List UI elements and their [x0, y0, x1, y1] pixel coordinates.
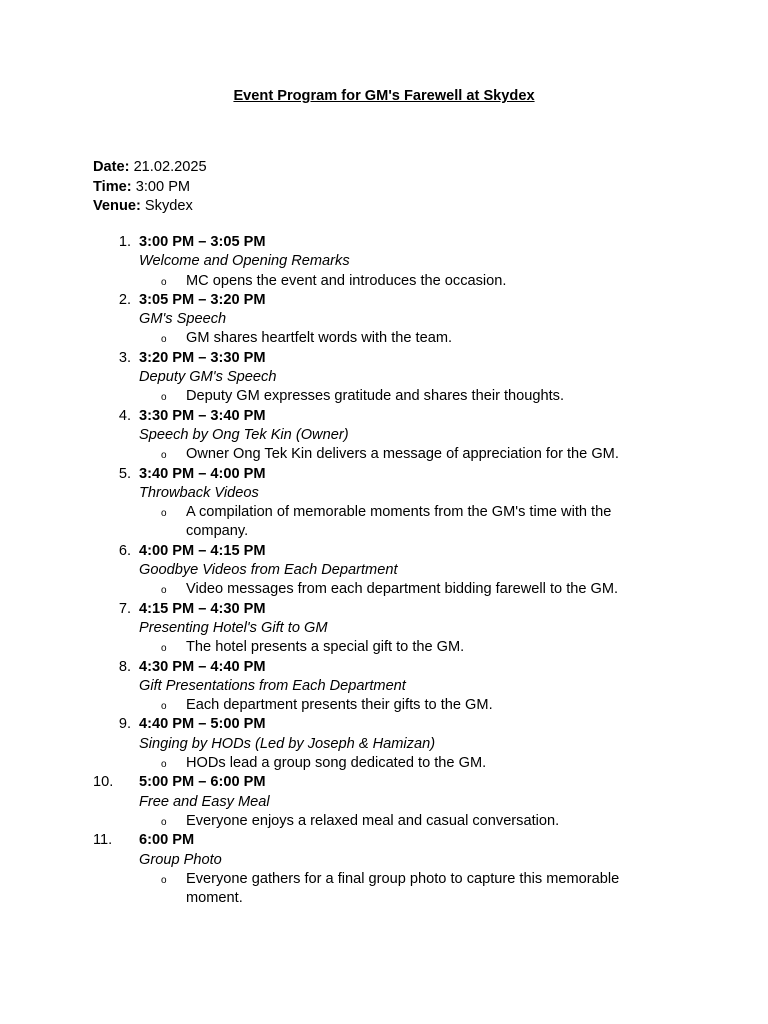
item-number: 2. [118, 291, 131, 308]
venue-value: Skydex [144, 198, 193, 214]
item-description: The hotel presents a special gift to the GM. [186, 639, 465, 656]
item-time: 4:15 PM – 4:30 PM [139, 600, 266, 617]
document-title: Event Program for GM's Farewell at Skydex [233, 88, 535, 104]
bullet-icon: o [161, 392, 167, 404]
item-description: Owner Ong Tek Kin delivers a message of appreciation for the GM. [186, 446, 619, 463]
item-description: Deputy GM expresses gratitude and shares their thoughts. [186, 388, 565, 405]
program-item [0, 291, 768, 349]
item-title: Singing by HODs (Led by Joseph & Hamizan) [139, 735, 436, 752]
program-item [0, 349, 768, 407]
bullet-icon: o [161, 759, 167, 771]
program-item [0, 773, 768, 831]
item-description: MC opens the event and introduces the occasion. [186, 272, 507, 289]
item-number: 5. [118, 465, 131, 482]
bullet-icon: o [161, 643, 167, 655]
item-description: A compilation of memorable moments from the GM's time with the company. [186, 504, 612, 540]
bullet-icon: o [161, 334, 167, 346]
item-number: 1. [118, 234, 131, 250]
item-number: 8. [118, 658, 131, 675]
bullet-icon: o [161, 816, 167, 828]
item-number: 9. [118, 716, 131, 733]
program-item [0, 233, 768, 291]
event-date [93, 158, 693, 178]
item-time: 5:00 PM – 6:00 PM [139, 774, 266, 791]
item-number: 10. [93, 774, 114, 791]
bullet-icon: o [161, 450, 167, 462]
item-time: 3:30 PM – 3:40 PM [139, 407, 266, 424]
item-title: Throwback Videos [139, 484, 259, 501]
item-number: 7. [118, 600, 131, 617]
item-time: 4:00 PM – 4:15 PM [139, 542, 266, 559]
event-details [93, 158, 693, 217]
venue-label: Venue: [93, 198, 141, 214]
date-label: Date: [93, 159, 130, 175]
item-number: 11. [93, 832, 113, 849]
event-time [93, 178, 693, 198]
item-description: Everyone enjoys a relaxed meal and casual conversation. [186, 812, 560, 829]
bullet-icon: o [161, 585, 167, 597]
item-number: 3. [118, 349, 131, 366]
item-title: Gift Presentations from Each Department [139, 677, 406, 694]
item-time: 3:05 PM – 3:20 PM [139, 291, 266, 308]
item-time: 4:30 PM – 4:40 PM [139, 658, 266, 675]
item-title: Group Photo [139, 851, 222, 868]
program-item [0, 831, 768, 908]
bullet-icon: o [161, 276, 167, 288]
time-label: Time: [93, 178, 132, 195]
program-item [0, 407, 768, 465]
item-time: 4:40 PM – 5:00 PM [139, 716, 266, 733]
program-item [0, 658, 768, 716]
item-title: Welcome and Opening Remarks [139, 253, 350, 270]
item-title: Goodbye Videos from Each Department [139, 562, 398, 579]
item-description: GM shares heartfelt words with the team. [186, 330, 453, 347]
item-number: 6. [118, 542, 131, 559]
item-time: 3:40 PM – 4:00 PM [139, 465, 266, 482]
event-venue [93, 197, 693, 217]
item-title: Speech by Ong Tek Kin (Owner) [139, 426, 349, 443]
item-title: Presenting Hotel's Gift to GM [139, 619, 328, 636]
program-item [0, 715, 768, 773]
time-value: 3:00 PM [135, 178, 191, 195]
item-title: Free and Easy Meal [139, 793, 270, 810]
item-time: 3:00 PM – 3:05 PM [139, 234, 266, 250]
bullet-icon: o [161, 508, 167, 520]
program-item [0, 542, 768, 600]
bullet-icon: o [161, 701, 167, 713]
item-title: GM's Speech [139, 311, 227, 328]
item-time: 3:20 PM – 3:30 PM [139, 349, 266, 366]
item-description: Each department presents their gifts to the GM. [186, 697, 493, 714]
item-title: Deputy GM's Speech [139, 369, 277, 386]
program-list [0, 233, 768, 908]
item-description: Video messages from each department bidding farewell to the GM. [186, 581, 619, 598]
item-description: Everyone gathers for a final group photo to capture this memorable moment. [186, 870, 620, 907]
item-description: HODs lead a group song dedicated to the GM. [186, 755, 487, 772]
item-number: 4. [118, 407, 131, 424]
bullet-icon: o [161, 874, 167, 886]
date-value: 21.02.2025 [133, 159, 207, 175]
program-item [0, 600, 768, 658]
program-item [0, 465, 768, 542]
item-time: 6:00 PM [139, 832, 195, 849]
